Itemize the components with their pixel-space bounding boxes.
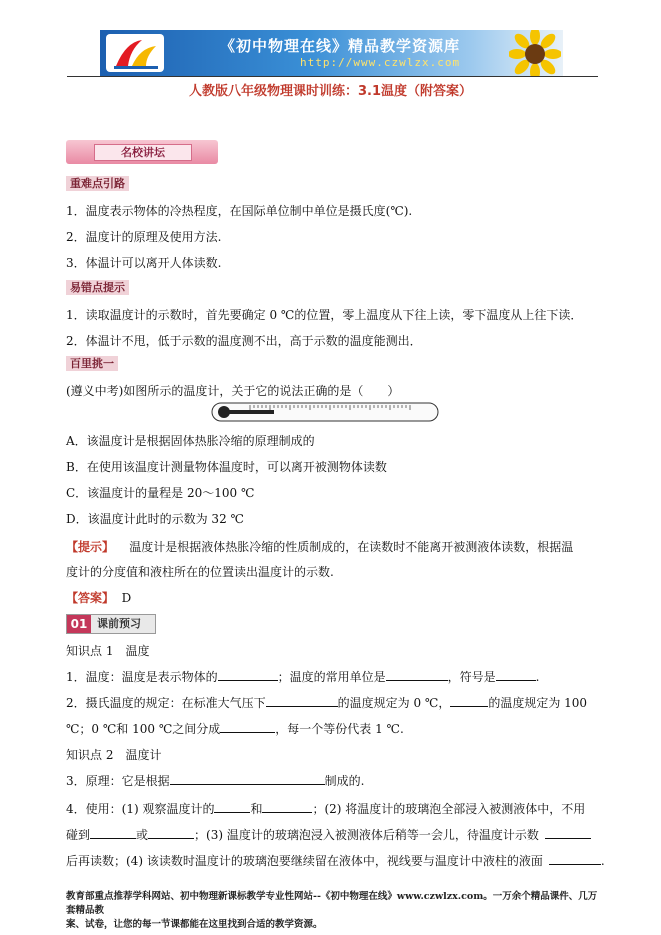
header-rule [67,76,598,77]
thermometer-figure [210,400,442,424]
section-header: 名校讲坛 [94,144,192,161]
option-c: C．该温度计的量程是 20～100 ℃ [66,486,255,500]
blank-4-4 [148,827,194,839]
footer-line-1: 教育部重点推荐学科网站、初中物理新课标教学专业性网站--《初中物理在线》www.czwlzx.com。一万余个精品课件、几万套精品教 [66,891,598,916]
section-header-box [66,140,218,164]
blank-4-6 [549,853,601,865]
banner-title: 《初中物理在线》精品教学资源库 [220,37,461,55]
challenge-question: (遵义中考)如图所示的温度计，关于它的说法正确的是（ ） [66,384,400,398]
preview-title: 课前预习 [97,617,141,630]
question-2-line-2: ℃；0 ℃和 100 ℃之间分成 ，每一个等份代表 1 ℃. [66,722,404,736]
question-3: 3．原理：它是根据 制成的. [66,774,365,788]
errors-tag: 易错点提示 [66,280,129,295]
blank-2-1 [266,695,338,707]
page-footer [66,890,606,932]
blank-2-2 [450,695,488,707]
option-b: B．在使用该温度计测量物体温度时，可以离开被测物体读数 [66,460,387,474]
blank-4-3 [90,827,136,839]
blank-1-2 [386,669,448,681]
blank-1-1 [218,669,278,681]
footer-line-2: 案、试卷，让您的每一节课都能在这里找到合适的教学资源。 [66,919,323,930]
hint-text-1: 温度计是根据液体热胀冷缩的性质制成的，在读数时不能离开被测液体读数，根据温 [129,540,574,554]
question-2-line-1: 2．摄氏温度的规定：在标准大气压下 的温度规定为 0 ℃， 的温度规定为 100 [66,696,588,710]
challenge-tag: 百里挑一 [66,356,118,371]
document-title: 人教版八年级物理课时训练：3.1温度（附答案） [188,84,473,99]
error-point-1: 1．读取温度计的示数时，首先要确定 0 ℃的位置，零上温度从下往上读，零下温度从上往下读． [66,308,583,322]
option-d: D．该温度计此时的示数为 32 ℃ [66,512,244,526]
question-4-line-3: 后再读数；(4) 该读数时温度计的玻璃泡要继续留在液体中，视线要与温度计中液柱的液面 . [66,854,605,868]
blank-1-3 [496,669,536,681]
blank-4-1 [214,801,250,813]
sunflower-icon [509,30,561,76]
blank-4-5 [545,827,591,839]
question-1: 1．温度：温度是表示物体的 ；温度的常用单位是 ，符号是 . [66,670,540,684]
site-banner [100,30,563,76]
hint-label: 【提示】 [66,540,115,554]
blank-3-1 [170,773,325,785]
option-a: A．该温度计是根据固体热胀冷缩的原理制成的 [66,434,315,448]
key-point-3: 3．体温计可以离开人体读数. [66,256,222,270]
site-logo-icon [106,34,164,72]
banner-url[interactable]: http://www.czwlzx.com [300,56,461,69]
blank-4-2 [262,801,312,813]
hint-line-1 [66,538,573,555]
answer-line [66,589,131,606]
preview-header [66,614,156,634]
error-point-2: 2．体温计不甩，低于示数的温度测不出，高于示数的温度能测出． [66,334,422,348]
question-4-line-2: 碰到 或 ；(3) 温度计的玻璃泡浸入被测液体后稍等一会儿，待温度计示数 [66,826,591,843]
answer-label: 【答案】 [66,591,115,605]
key-points-tag: 重难点引路 [66,176,129,191]
hint-line-2: 度计的分度值和液柱所在的位置读出温度计的示数. [66,565,334,579]
knowledge-point-2: 知识点 2 温度计 [66,748,162,762]
key-point-1: 1．温度表示物体的冷热程度，在国际单位制中单位是摄氏度(℃). [66,204,413,218]
preview-number: 01 [67,615,91,633]
key-point-2: 2．温度计的原理及使用方法. [66,230,222,244]
question-4-line-1: 4．使用：(1) 观察温度计的 和 ；(2) 将温度计的玻璃泡全部浸入被测液体中，不用 [66,802,586,816]
answer-value: D [121,591,132,605]
blank-2-3 [220,721,275,733]
knowledge-point-1: 知识点 1 温度 [66,644,150,658]
thermometer-liquid-column [224,410,274,414]
